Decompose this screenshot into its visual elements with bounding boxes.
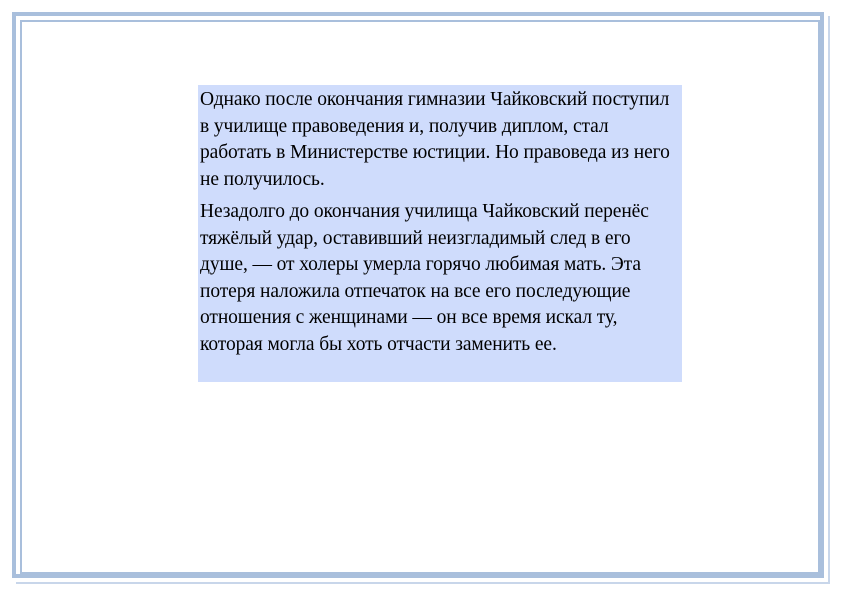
highlighted-text-box[interactable] xyxy=(198,85,682,382)
paragraph-1: Однако после окончания гимназии Чайковский поступил в училище правоведения и, получив диплом, стал работать в Министерстве юстиции. Но правоведа из него не получилось. xyxy=(200,89,670,190)
paragraph-2: Незадолго до окончания училища Чайковский перенёс тяжёлый удар, оставивший неизгладимый след в его душе, — от холеры умерла горячо любимая мать. Эта потеря наложила отпечаток на все его последующие отношения с женщинами — он все время искал ту, которая могла бы хоть отчасти заменить ее. xyxy=(200,201,649,355)
